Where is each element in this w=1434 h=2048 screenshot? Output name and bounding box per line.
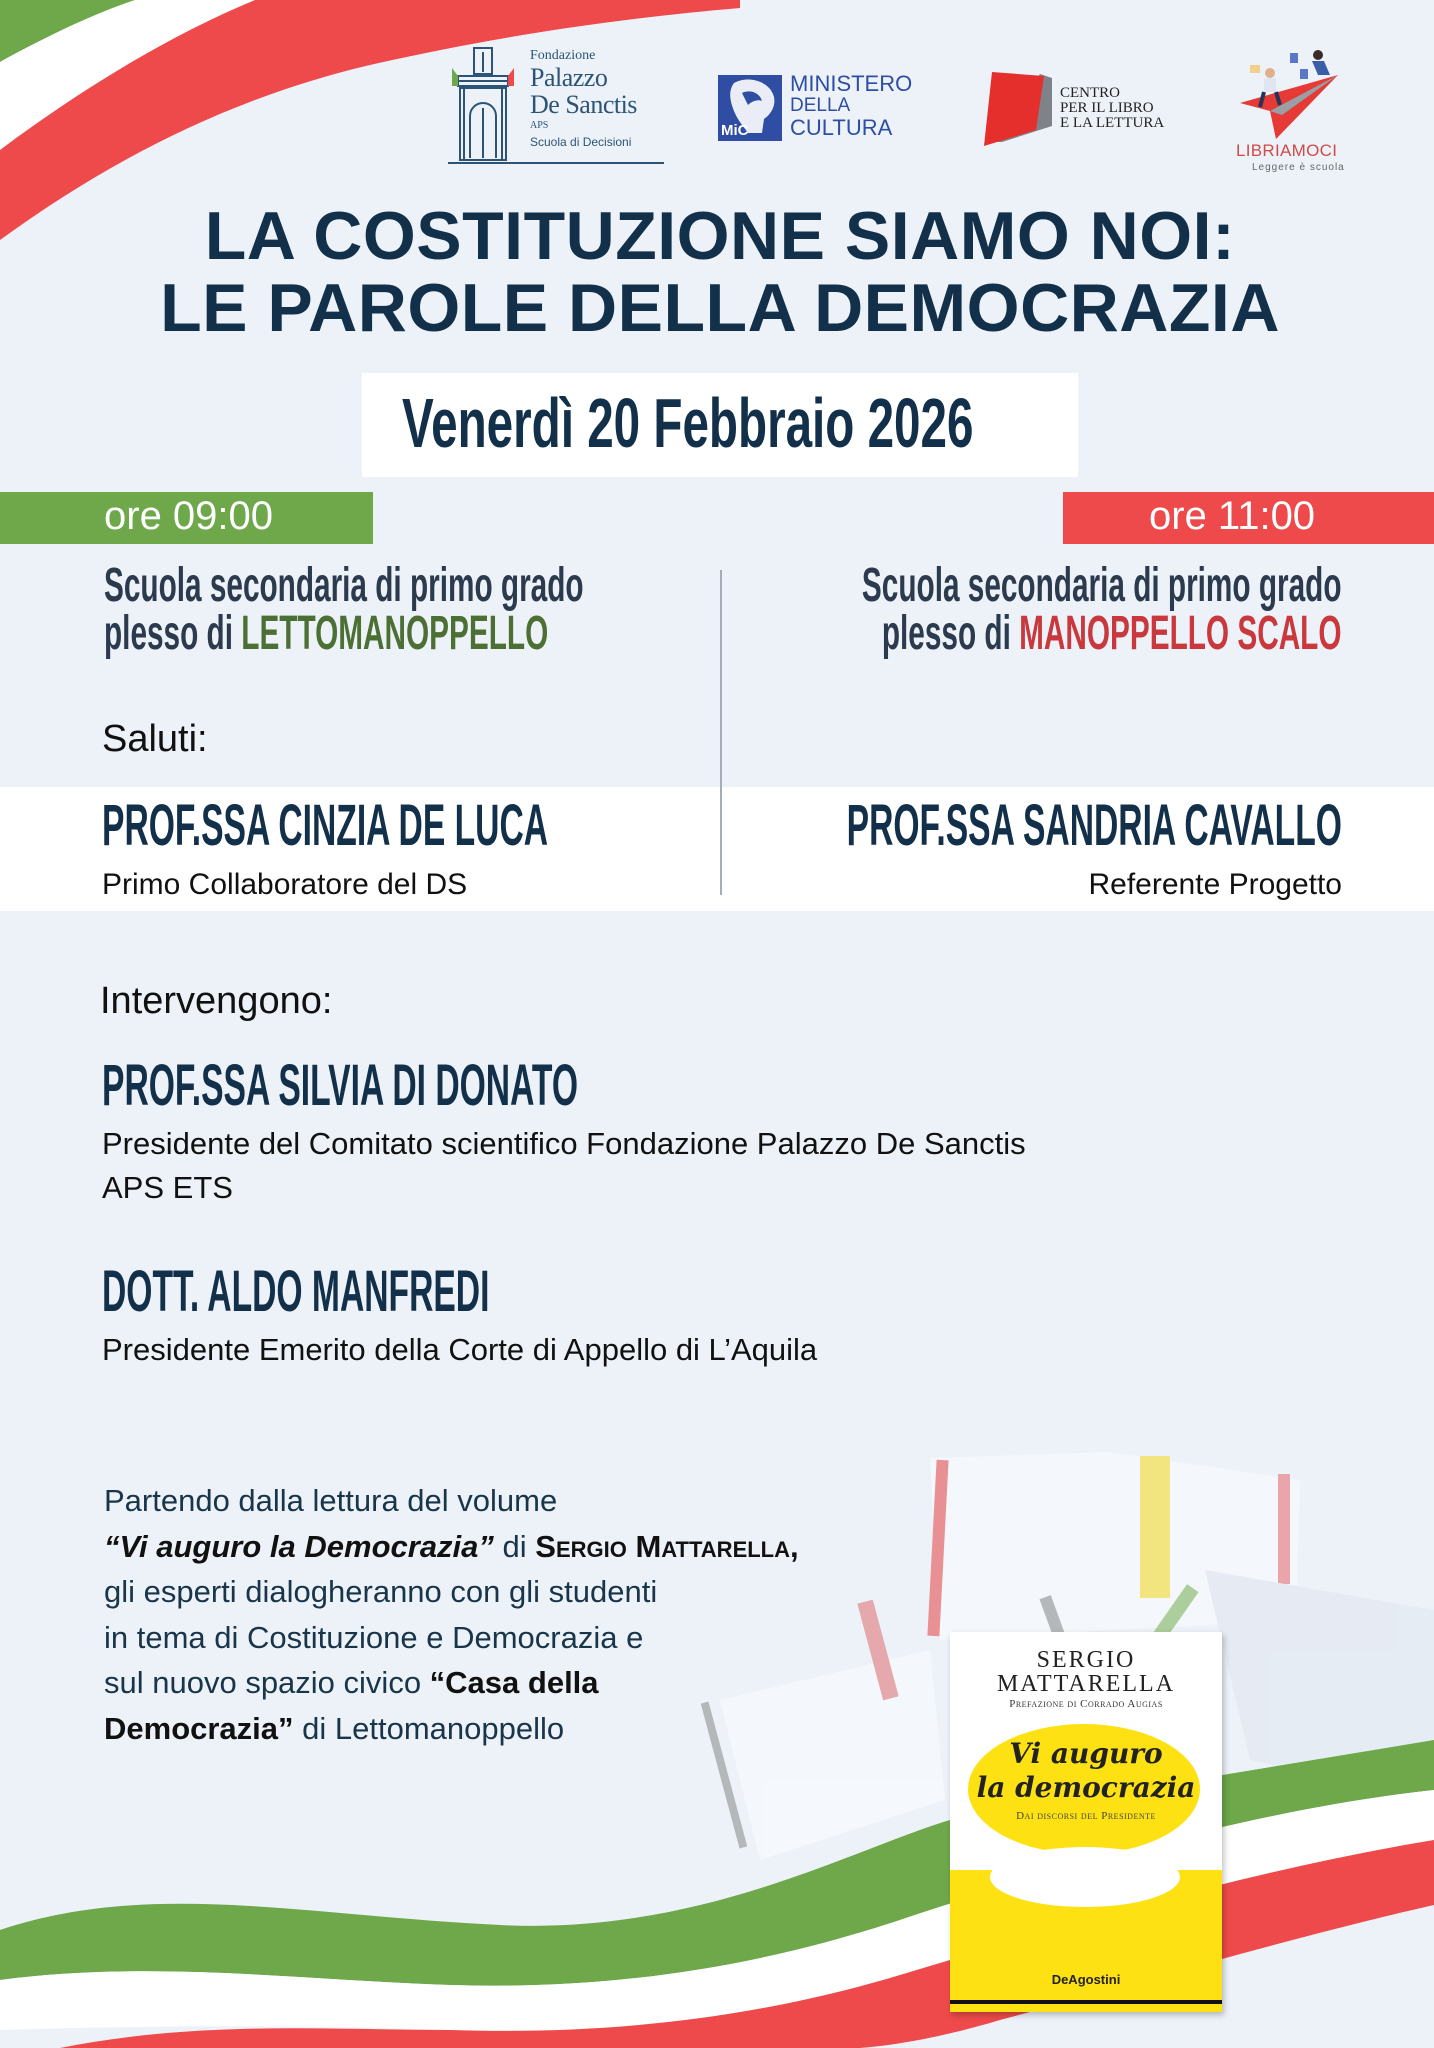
- red-book-icon: [980, 70, 1052, 150]
- per-il-libro-label: PER IL LIBRO: [1060, 100, 1154, 116]
- event-title: [100, 200, 1340, 344]
- mic-emblem: [718, 75, 782, 141]
- e-la-lettura-label: E LA LETTURA: [1060, 115, 1165, 131]
- paragraph-line5: [104, 1660, 799, 1706]
- saluti-label: Saluti:: [102, 718, 208, 760]
- palazzo-building-icon: [448, 46, 518, 162]
- school-right-prefix: plesso di: [882, 607, 1020, 660]
- book-cover-author: [950, 1648, 1222, 1696]
- speaker-2: [102, 1259, 770, 1324]
- school-left-line1: Scuola secondaria di primo grado: [104, 559, 584, 612]
- book-cover-publisher: DeAgostini: [1051, 1972, 1121, 1987]
- libriamoci-tagline: Leggere è scuola: [1252, 162, 1345, 173]
- greeting-speaker-right-role: Referente Progetto: [1088, 868, 1342, 901]
- book-cover: [950, 1632, 1222, 2012]
- book-cover-title: [950, 1737, 1222, 1805]
- paper-plane-readers-icon: [1230, 45, 1350, 141]
- speaker-1-name: PROF.SSA SILVIA DI DONATO: [102, 1053, 578, 1118]
- embracing-hands-icon: [990, 1847, 1180, 1907]
- book-cover-edge: [950, 2000, 1222, 2004]
- book-cover-author-line2: MATTARELLA: [996, 1671, 1176, 1697]
- speaker-1-role: [102, 1122, 1026, 1210]
- school-right-line2: [862, 607, 1342, 660]
- school-right-line1: Scuola secondaria di primo grado: [862, 559, 1342, 612]
- description-paragraph: [104, 1478, 799, 1751]
- greeting-speaker-left-role: Primo Collaboratore del DS: [102, 868, 468, 901]
- intervengono-label: Intervengono:: [100, 980, 333, 1022]
- event-title-line2: LE PAROLE DELLA DEMOCRAZIA: [160, 270, 1280, 346]
- book-title-quote: “Vi auguro la Democrazia”: [104, 1528, 494, 1564]
- palazzo-label: Palazzo: [530, 63, 608, 92]
- school-left-line2: [104, 607, 584, 660]
- book-cover-author-line1: SERGIO: [1036, 1647, 1136, 1673]
- session-time-morning: ore 09:00: [104, 494, 274, 538]
- book-cover-preface: Prefazione di Corrado Augias: [1009, 1698, 1163, 1710]
- greeting-speaker-right-name: PROF.SSA SANDRIA CAVALLO: [846, 793, 1342, 858]
- ministero-cultura-logo: [718, 71, 928, 145]
- event-title-line1: LA COSTITUZIONE SIAMO NOI:: [204, 198, 1236, 274]
- casa-della-label: “Casa della: [429, 1665, 599, 1700]
- school-right: [568, 559, 1342, 660]
- libriamoci-label: LIBRIAMOCI: [1236, 141, 1338, 160]
- session-time-late: ore 11:00: [1149, 494, 1316, 538]
- cultura-label: CULTURA: [790, 115, 893, 140]
- paragraph-line2: [104, 1524, 799, 1570]
- greeting-speaker-left-name: PROF.SSA CINZIA DE LUCA: [102, 793, 549, 858]
- democrazia-label: Democrazia”: [104, 1710, 294, 1746]
- session-time-badge-morning: [0, 492, 373, 544]
- paragraph-line3: gli esperti dialogheranno con gli studenti: [104, 1574, 658, 1609]
- della-label: DELLA: [790, 95, 851, 116]
- aps-label: APS: [530, 120, 549, 131]
- event-date-box: [362, 373, 1078, 477]
- speaker-2-name: DOTT. ALDO MANFREDI: [102, 1259, 490, 1324]
- paragraph-line4: in tema di Costituzione e Democrazia e: [104, 1619, 644, 1655]
- speaker-2-role: Presidente Emerito della Corte di Appello di L’Aquila: [102, 1332, 818, 1367]
- paragraph-line6: [104, 1706, 799, 1752]
- book-cover-subtitle: Dai discorsi del Presidente: [1016, 1810, 1156, 1822]
- school-left-place: LETTOMANOPPELLO: [241, 607, 549, 660]
- school-right-place: MANOPPELLO SCALO: [1019, 607, 1342, 660]
- paragraph-line5-prefix: sul nuovo spazio civico: [104, 1665, 430, 1700]
- fondazione-palazzo-de-sanctis-logo: [448, 46, 664, 166]
- greeting-speaker-right: [488, 793, 1342, 858]
- mic-badge: MiC: [721, 122, 749, 139]
- paragraph-di: di: [493, 1528, 536, 1564]
- centro-libro-lettura-logo: [980, 70, 1190, 150]
- de-sanctis-label: De Sanctis: [530, 90, 637, 119]
- speaker-1: [102, 1053, 923, 1118]
- ministero-label: MINISTERO: [790, 71, 913, 96]
- book-cover-title-line2: la democrazia: [976, 1771, 1196, 1804]
- school-left-prefix: plesso di: [104, 607, 242, 660]
- libriamoci-logo: [1230, 45, 1350, 175]
- book-author: Sergio Mattarella,: [535, 1528, 799, 1564]
- scuola-di-decisioni-label: Scuola di Decisioni: [530, 135, 632, 149]
- fondazione-label: Fondazione: [530, 48, 596, 63]
- logo-underline: [448, 162, 664, 164]
- speaker-1-role-line2: APS ETS: [102, 1170, 233, 1205]
- paragraph-line6-suffix: di Lettomanoppello: [293, 1710, 565, 1746]
- centro-label: CENTRO: [1060, 85, 1120, 101]
- session-time-badge-late: [1063, 492, 1434, 544]
- book-cover-title-line1: Vi auguro: [1009, 1737, 1163, 1770]
- event-date: Venerdì 20 Febbraio 2026: [402, 384, 974, 462]
- speaker-1-role-line1: Presidente del Comitato scientifico Fondazione Palazzo De Sanctis: [102, 1126, 1026, 1161]
- paragraph-line1: Partendo dalla lettura del volume: [104, 1483, 558, 1518]
